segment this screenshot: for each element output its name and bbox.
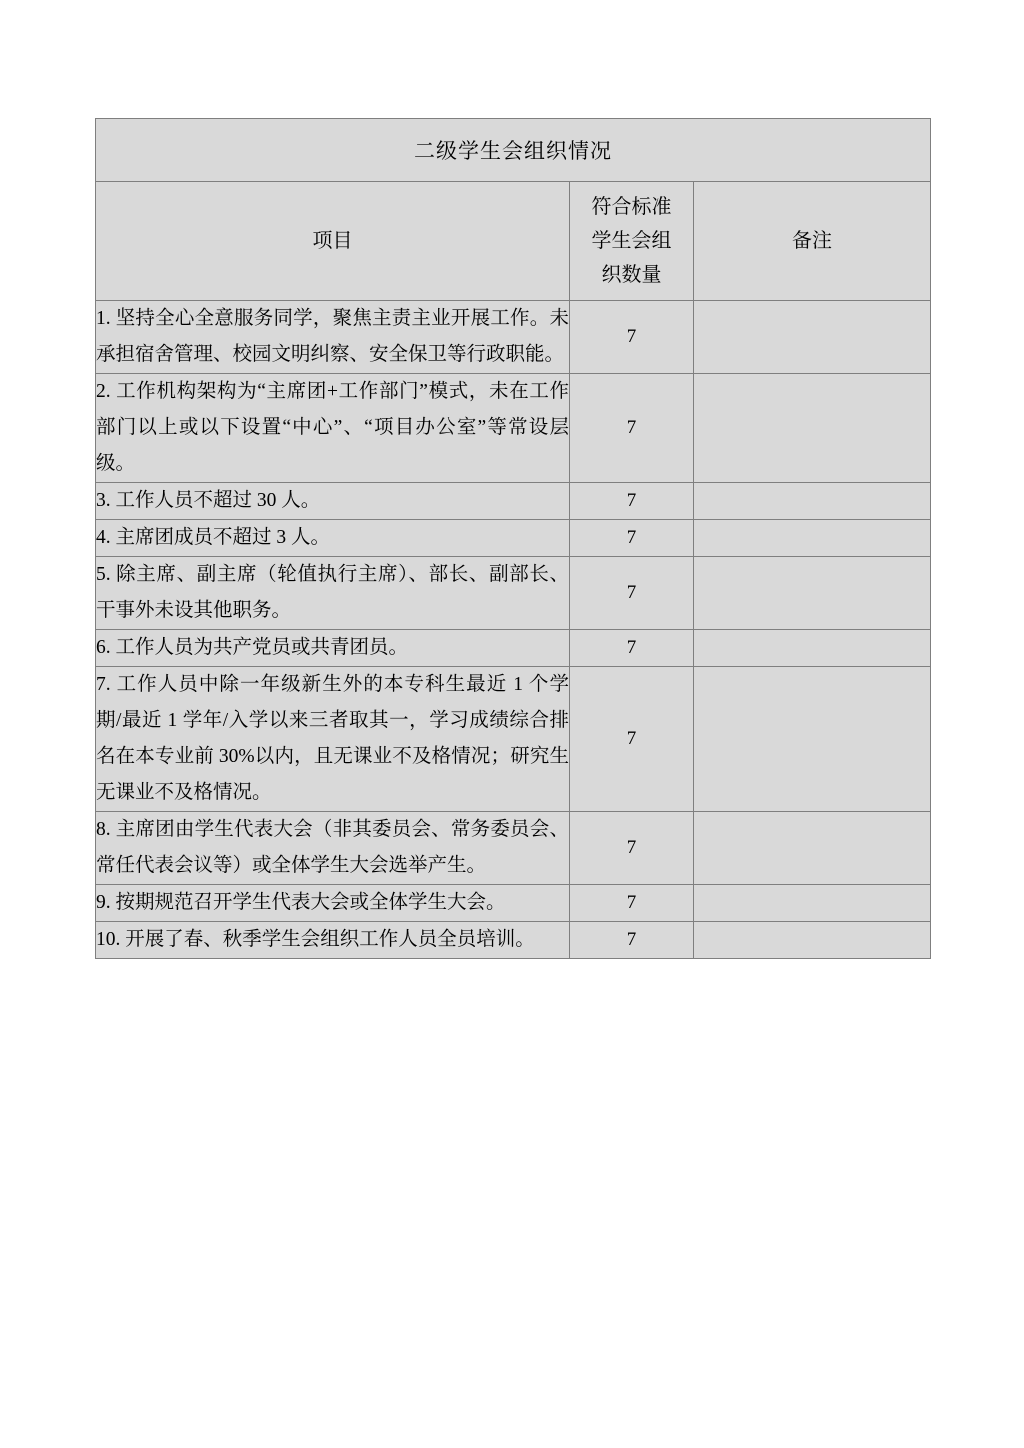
row-item: 10. 开展了春、秋季学生会组织工作人员全员培训。 [96, 922, 570, 959]
table-row [96, 520, 931, 557]
table-row [96, 922, 931, 959]
row-item: 5. 除主席、副主席（轮值执行主席）、部长、副部长、干事外未设其他职务。 [96, 557, 570, 630]
row-count: 7 [570, 483, 694, 520]
row-item: 7. 工作人员中除一年级新生外的本专科生最近 1 个学期/最近 1 学年/入学以来三者取其一，学习成绩综合排名在本专业前 30%以内，且无课业不及格情况；研究生无课业不及格情况。 [96, 667, 570, 812]
header-item: 项目 [96, 182, 570, 301]
student-union-table [95, 118, 931, 959]
row-note [694, 301, 931, 374]
table-row [96, 667, 931, 812]
row-note [694, 630, 931, 667]
table-row [96, 557, 931, 630]
table-header-row [96, 182, 931, 301]
row-note [694, 374, 931, 483]
row-count: 7 [570, 374, 694, 483]
row-count: 7 [570, 630, 694, 667]
header-count-line3: 织数量 [601, 264, 662, 286]
header-note: 备注 [694, 182, 931, 301]
table-row [96, 630, 931, 667]
table-row [96, 812, 931, 885]
row-item: 3. 工作人员不超过 30 人。 [96, 483, 570, 520]
row-item: 8. 主席团由学生代表大会（非其委员会、常务委员会、常任代表会议等）或全体学生大会选举产生。 [96, 812, 570, 885]
row-note [694, 885, 931, 922]
row-note [694, 483, 931, 520]
header-count-line1: 符合标准 [591, 196, 672, 218]
table-row [96, 301, 931, 374]
row-count: 7 [570, 557, 694, 630]
row-note [694, 520, 931, 557]
row-count: 7 [570, 885, 694, 922]
row-note [694, 557, 931, 630]
header-count-line2: 学生会组 [591, 230, 672, 252]
table-row [96, 374, 931, 483]
row-count: 7 [570, 667, 694, 812]
row-note [694, 922, 931, 959]
row-count: 7 [570, 301, 694, 374]
row-note [694, 667, 931, 812]
row-item: 1. 坚持全心全意服务同学，聚焦主责主业开展工作。未承担宿舍管理、校园文明纠察、安全保卫等行政职能。 [96, 301, 570, 374]
row-item: 4. 主席团成员不超过 3 人。 [96, 520, 570, 557]
row-count: 7 [570, 520, 694, 557]
row-item: 2. 工作机构架构为“主席团+工作部门”模式，未在工作部门以上或以下设置“中心”、“项目办公室”等常设层级。 [96, 374, 570, 483]
row-item: 6. 工作人员为共产党员或共青团员。 [96, 630, 570, 667]
table-title-row [96, 119, 931, 182]
table-row [96, 483, 931, 520]
row-item: 9. 按期规范召开学生代表大会或全体学生大会。 [96, 885, 570, 922]
row-note [694, 812, 931, 885]
header-count [570, 182, 694, 301]
table-row [96, 885, 931, 922]
row-count: 7 [570, 812, 694, 885]
table-title: 二级学生会组织情况 [96, 119, 931, 182]
row-count: 7 [570, 922, 694, 959]
